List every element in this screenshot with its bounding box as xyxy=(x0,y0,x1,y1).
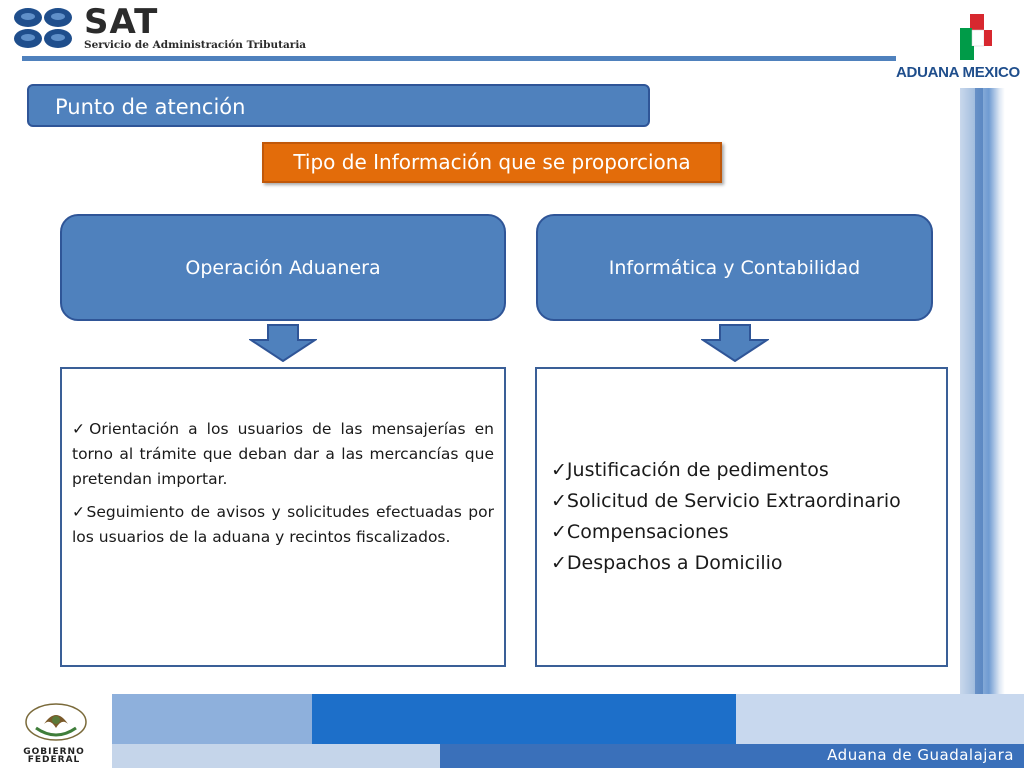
list-item-text: Compensaciones xyxy=(566,521,729,543)
list-item-text: Solicitud de Servicio Extraordinario xyxy=(566,490,901,512)
footer-band xyxy=(736,694,1024,744)
footer-band xyxy=(112,744,440,768)
check-icon: ✓ xyxy=(72,503,87,521)
check-icon: ✓ xyxy=(72,420,90,438)
list-item xyxy=(72,500,494,550)
list-item-text: Orientación a los usuarios de las mensajerías en torno al trámite que deban dar a las mercancías que pretendan importar. xyxy=(72,420,494,488)
right-decoration xyxy=(960,88,1024,695)
aduana-mexico-logo xyxy=(894,12,1020,84)
category-informatica-contabilidad xyxy=(536,214,933,321)
list-item-text: Despachos a Domicilio xyxy=(566,552,783,574)
check-icon: ✓ xyxy=(551,490,567,512)
aduana-logo-text: ADUANA MEXICO xyxy=(896,64,1020,81)
list-item xyxy=(551,486,936,517)
category-operacion-aduanera xyxy=(60,214,506,321)
list-item xyxy=(551,517,936,548)
footer-aduana-label: Aduana de Guadalajara xyxy=(827,746,1014,764)
escudo-nacional-icon xyxy=(14,698,98,742)
list-item-text: Justificación de pedimentos xyxy=(566,459,829,481)
gobierno-federal-label xyxy=(8,748,100,764)
arrow-down-icon xyxy=(249,324,317,362)
check-icon: ✓ xyxy=(551,552,567,574)
sat-dots-icon xyxy=(12,6,76,50)
arrow-down-icon xyxy=(701,324,769,362)
section-title: Punto de atención xyxy=(55,95,246,119)
gobierno-line: GOBIERNO xyxy=(23,747,85,757)
list-item-text: Seguimiento de avisos y solicitudes efectuadas por los usuarios de la aduana y recintos fiscalizados. xyxy=(72,503,494,546)
sat-subtitle: Servicio de Administración Tributaria xyxy=(84,39,307,51)
sat-title: SAT xyxy=(84,2,159,42)
section-title-bar xyxy=(27,84,650,127)
federal-line: FEDERAL xyxy=(27,755,81,765)
footer-band xyxy=(312,694,736,744)
aduana-flag-icon xyxy=(960,14,992,62)
content-box-operacion xyxy=(60,367,506,667)
category-label: Operación Aduanera xyxy=(185,256,381,279)
right-decoration-stripe xyxy=(975,88,983,695)
list-item xyxy=(551,548,936,579)
list-item xyxy=(72,417,494,492)
info-type-title: Tipo de Información que se proporciona xyxy=(293,150,691,174)
header-rule xyxy=(22,56,896,61)
category-label: Informática y Contabilidad xyxy=(608,256,861,279)
sat-logo xyxy=(12,2,342,52)
check-icon: ✓ xyxy=(551,521,567,543)
footer-band xyxy=(112,694,312,744)
check-icon: ✓ xyxy=(551,459,567,481)
list-item xyxy=(551,455,936,486)
info-type-bar xyxy=(262,142,722,183)
content-box-informatica xyxy=(535,367,948,667)
